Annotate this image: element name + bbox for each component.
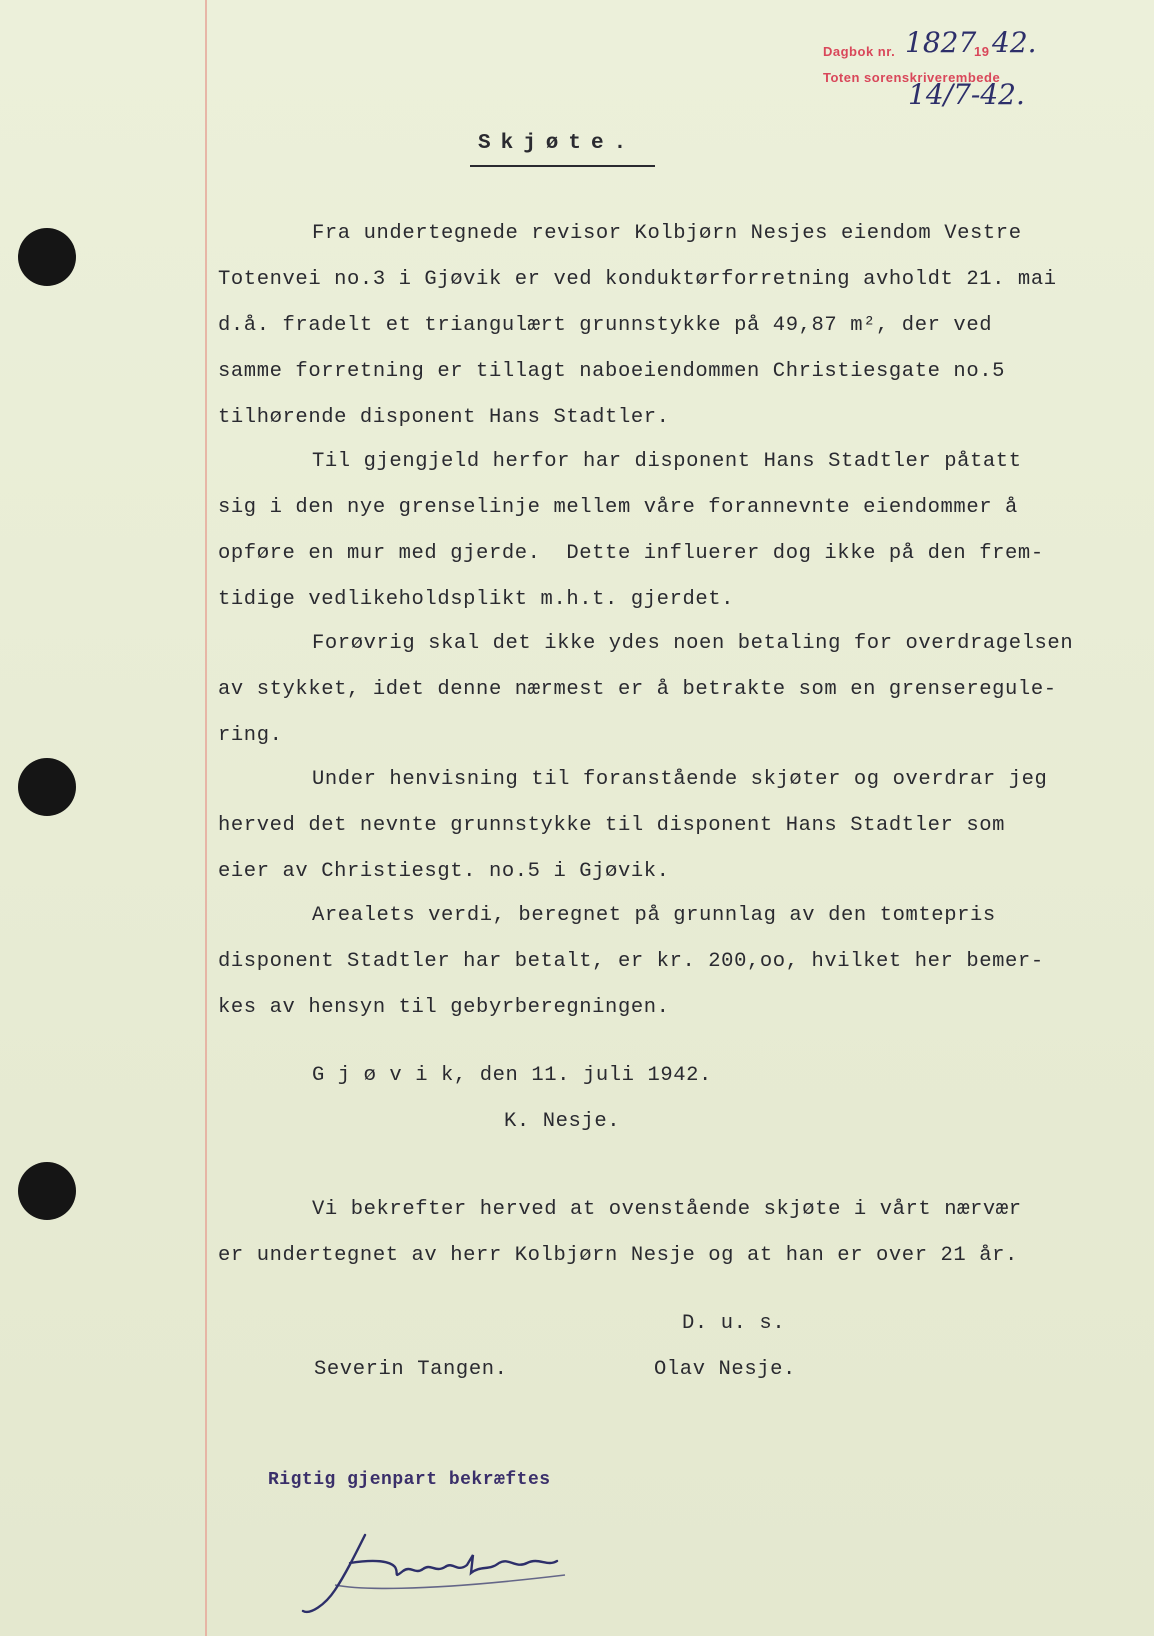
- margin-line: [205, 0, 207, 1636]
- stamp-year-prefix: 19: [974, 44, 990, 59]
- punch-hole-top: [18, 228, 76, 286]
- body-line: Arealets verdi, beregnet på grunnlag av den tomtepris: [312, 904, 996, 927]
- punch-hole-bottom: [18, 1162, 76, 1220]
- body-line: opføre en mur med gjerde. Dette influerer dog ikke på den frem-: [218, 542, 1044, 565]
- body-line: herved det nevnte grunnstykke til disponent Hans Stadtler som: [218, 814, 1006, 837]
- witness-statement-line: er undertegnet av herr Kolbjørn Nesje og at han er over 21 år.: [218, 1244, 1018, 1267]
- body-line: tidige vedlikeholdsplikt m.h.t. gjerdet.: [218, 588, 735, 611]
- body-line: Fra undertegnede revisor Kolbjørn Nesjes eiendom Vestre: [312, 222, 1022, 245]
- dus-label: D. u. s.: [682, 1312, 786, 1335]
- witness-2-name: Olav Nesje.: [654, 1358, 796, 1381]
- handwritten-signature: [295, 1515, 615, 1625]
- place-date: G j ø v i k, den 11. juli 1942.: [312, 1064, 712, 1087]
- body-line: ring.: [218, 724, 283, 747]
- stamp-dagbok-label: Dagbok nr.: [823, 44, 896, 59]
- signer-name: K. Nesje.: [504, 1110, 621, 1133]
- body-line: Til gjengjeld herfor har disponent Hans Stadtler påtatt: [312, 450, 1022, 473]
- certification-stamp: Rigtig gjenpart bekræftes: [268, 1470, 551, 1490]
- stamp-dagbok-number: 1827: [905, 26, 977, 59]
- body-line: sig i den nye grenselinje mellem våre forannevnte eiendommer å: [218, 496, 1018, 519]
- body-line: av stykket, idet denne nærmest er å betrakte som en grenseregule-: [218, 678, 1057, 701]
- stamp-date: 14/7-42.: [908, 78, 1025, 111]
- body-line: kes av hensyn til gebyrberegningen.: [218, 996, 670, 1019]
- body-line: Under henvisning til foranstående skjøter og overdrar jeg: [312, 768, 1048, 791]
- body-line: samme forretning er tillagt naboeiendommen Christiesgate no.5: [218, 360, 1006, 383]
- body-line: tilhørende disponent Hans Stadtler.: [218, 406, 670, 429]
- body-line: disponent Stadtler har betalt, er kr. 200,oo, hvilket her bemer-: [218, 950, 1044, 973]
- punch-hole-middle: [18, 758, 76, 816]
- stamp-office: Toten sorenskriverembede: [823, 70, 1001, 85]
- document-title: Skjøte.: [478, 132, 637, 155]
- body-line: Totenvei no.3 i Gjøvik er ved konduktørforretning avholdt 21. mai: [218, 268, 1057, 291]
- body-line: Forøvrig skal det ikke ydes noen betaling for overdragelsen: [312, 632, 1074, 655]
- body-line: d.å. fradelt et triangulært grunnstykke på 49,87 m², der ved: [218, 314, 993, 337]
- stamp-year-suffix: 42.: [992, 26, 1037, 59]
- body-line: eier av Christiesgt. no.5 i Gjøvik.: [218, 860, 670, 883]
- title-underline: [470, 165, 655, 167]
- witness-statement-line: Vi bekrefter herved at ovenstående skjøte i vårt nærvær: [312, 1198, 1022, 1221]
- witness-1-name: Severin Tangen.: [314, 1358, 508, 1381]
